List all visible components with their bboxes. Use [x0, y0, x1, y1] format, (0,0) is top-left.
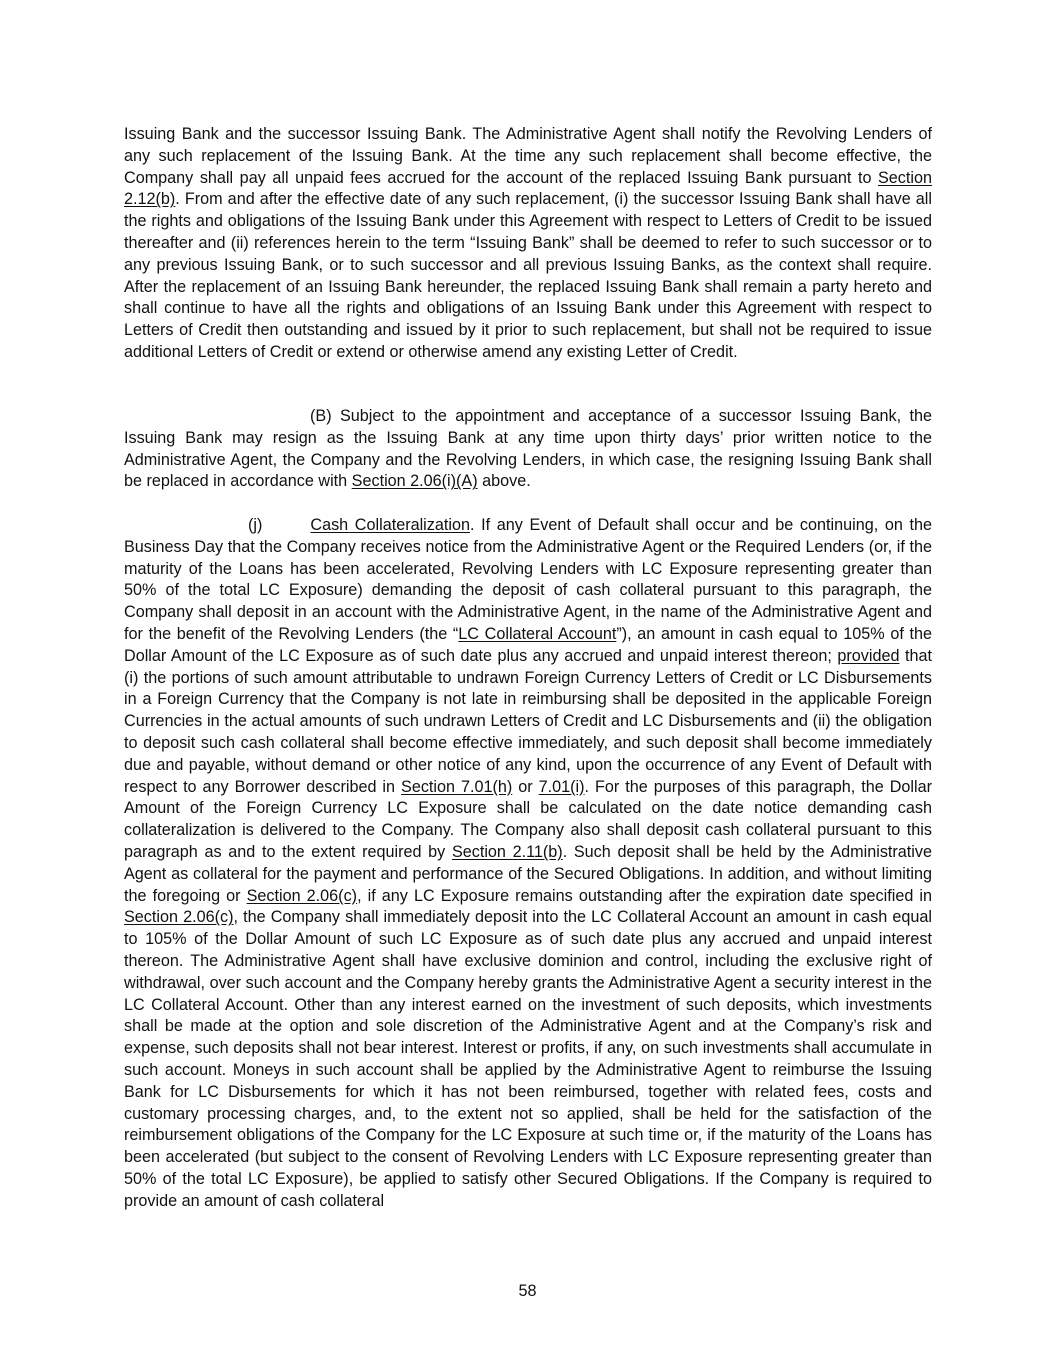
section-reference: Section 2.06(c)	[124, 908, 234, 927]
text-run: . Such deposit shall be held by the Administrative Agent as collateral for the payment and performance of the Secured Obligations. In addition, and without limiting the foregoing or	[124, 842, 932, 905]
text-run: above.	[477, 472, 531, 491]
text-run: ”), an amount in cash equal to 105% of the Dollar Amount of the LC Exposure as of such date plus any accrued and unpaid interest thereon;	[124, 624, 933, 665]
section-reference: Section 2.11(b)	[451, 842, 563, 861]
text-run: . If any Event of Default shall occur and be continuing, on the Business Day that the Company receives notice from the Administrative Agent or the Required Lenders (or, if the maturity of the Loans has been accelerated, Revolving Lenders with LC Exposure representing greater than 50% of the total LC Exposure) demanding the deposit of cash collateral pursuant to this paragraph, the Company shall deposit in an account with the Administrative Agent, in the name of the Administrative Agent and for the benefit of the Revolving Lenders (the “	[124, 516, 932, 643]
clause-heading: Cash Collateralization	[310, 516, 470, 534]
text-run: . For the purposes of this paragraph, the Dollar Amount of the Foreign Currency LC Exposure shall be calculated on the date notice demanding cash collateralization is delivered to the Company. The Company also shall deposit cash collateral pursuant to this paragraph as and to the extent required by	[124, 777, 933, 861]
paragraph-cash-collateralization	[124, 515, 932, 1213]
text-run: or	[512, 777, 539, 796]
paragraph-issuing-bank-replacement	[124, 124, 932, 364]
text-run: , the Company shall immediately deposit into the LC Collateral Account an amount in cash equal to 105% of the Dollar Amount of such LC Exposure as of such date plus any accrued and unpaid interest thereon. The Administrative Agent shall have exclusive dominion and control, including the exclusive right of withdrawal, over such account and the Company hereby grants the Administrative Agent a security interest in the LC Collateral Account. Other than any interest earned on the investment of such deposits, which investments shall be made at the option and sole discretion of the Administrative Agent and at the Company’s risk and expense, such deposits shall not bear interest. Interest or profits, if any, on such investments shall accumulate in such account. Moneys in such account shall be applied by the Administrative Agent to reimburse the Issuing Bank for LC Disbursements for which it has not been reimbursed, together with related fees, costs and customary processing charges, and, to the extent not so applied, shall be held for the satisfaction of the reimbursement obligations of the Company for the LC Exposure at such time or, if the maturity of the Loans has been accelerated (but subject to the consent of Revolving Lenders with LC Exposure representing greater than 50% of the total LC Exposure), be applied to satisfy other Secured Obligations. If the Company is required to provide an amount of cash collateral	[124, 908, 932, 1210]
section-reference: Section 2.06(i)(A)	[351, 472, 478, 491]
defined-term: provided	[837, 646, 900, 665]
text-run: (B) Subject to the appointment and acceptance of a successor Issuing Bank, the Issuing Bank may resign as the Issuing Bank at any time upon thirty days’ prior written notice to the Administrative Agent, the Company and the Revolving Lenders, in which case, the resigning Issuing Bank shall be replaced in accordance with	[124, 407, 932, 491]
page-number: 58	[518, 1282, 537, 1300]
paragraph-issuing-bank-resignation	[124, 406, 932, 493]
text-run: that (i) the portions of such amount attributable to undrawn Foreign Currency Letters of Credit or LC Disbursements in a Foreign Currency that the Company is not late in reimbursing shall be deposited in the applicable Foreign Currencies in the actual amounts of such undrawn Letters of Credit and LC Disbursements and (ii) the obligation to deposit such cash collateral shall become effective immediately, and such deposit shall become immediately due and payable, without demand or other notice of any kind, upon the occurrence of any Event of Default with respect to any Borrower described in	[124, 646, 932, 796]
section-reference: Section 7.01(h)	[401, 777, 513, 796]
text-run: . From and after the effective date of any such replacement, (i) the successor Issuing Bank shall have all the rights and obligations of the Issuing Bank under this Agreement with respect to Letters of Credit to be issued thereafter and (ii) references herein to the term “Issuing Bank” shall be deemed to refer to such successor or to any previous Issuing Bank, or to such successor and all previous Issuing Banks, as the context shall require. After the replacement of an Issuing Bank hereunder, the replaced Issuing Bank shall remain a party hereto and shall continue to have all the rights and obligations of an Issuing Bank under this Agreement with respect to Letters of Credit then outstanding and issued by it prior to such replacement, but shall not be required to issue additional Letters of Credit or extend or otherwise amend any existing Letter of Credit.	[124, 190, 932, 361]
section-reference: Section 2.06(c)	[246, 886, 358, 905]
defined-term: LC Collateral Account	[458, 624, 617, 643]
section-reference: Section 2.12(b)	[124, 168, 932, 209]
clause-label: (j)	[248, 516, 263, 534]
text-run: Issuing Bank and the successor Issuing Bank. The Administrative Agent shall notify the Revolving Lenders of any such replacement of the Issuing Bank. At the time any such replacement shall become effective, the Company shall pay all unpaid fees accrued for the account of the replaced Issuing Bank pursuant to	[124, 125, 932, 187]
section-reference: 7.01(i)	[538, 777, 585, 796]
text-run: , if any LC Exposure remains outstanding after the expiration date specified in	[357, 886, 933, 905]
